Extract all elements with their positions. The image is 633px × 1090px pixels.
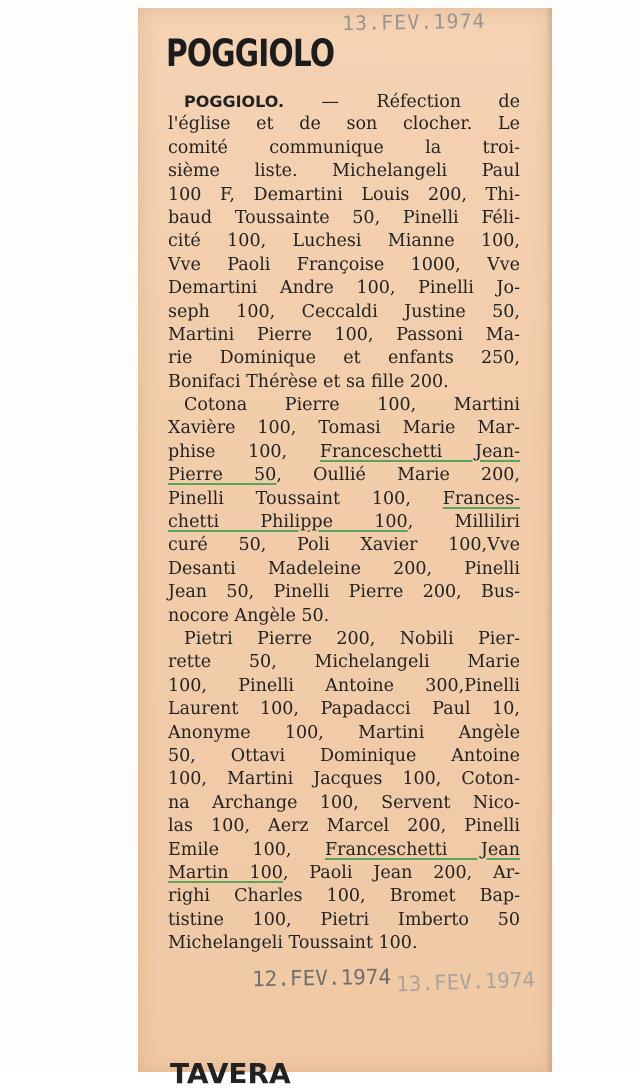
article-line-14: Cotona Pierre 100, Martini xyxy=(184,395,520,416)
underlined-name: Franceschetti Jean- xyxy=(319,441,521,462)
article-line-1: POGGIOLO. — Réfection de xyxy=(184,92,520,112)
article-line-11: Martini Pierre 100, Passoni Ma- xyxy=(168,324,520,345)
underlined-name: Pierre 50 xyxy=(168,465,277,486)
article-line-22: Jean 50, Pinelli Pierre 200, Bus- xyxy=(168,582,520,603)
next-article-headline-fragment xyxy=(170,1056,291,1090)
article-line-27: Laurent 100, Papadacci Paul 10, xyxy=(168,699,520,720)
date-stamp-top: 13.FEV.1974 xyxy=(341,8,486,36)
underlined-name: Frances- xyxy=(442,488,520,509)
article-line-10: seph 100, Ceccaldi Justine 50, xyxy=(168,301,520,322)
article-line-2: l'église et de son clocher. Le xyxy=(168,114,520,135)
article-line-34: Martin 100, Paoli Jean 200, Ar- xyxy=(168,862,520,883)
article-line-24: Pietri Pierre 200, Nobili Pier- xyxy=(184,628,520,649)
article-line-15: Xavière 100, Tomasi Marie Mar- xyxy=(168,418,520,439)
article-line-36: tistine 100, Pietri Imberto 50 xyxy=(168,909,520,930)
article-line-16: phise 100, Franceschetti Jean- xyxy=(168,441,521,462)
article-line-3: comité communique la troi- xyxy=(168,137,520,158)
underlined-name: chetti Philippe 100 xyxy=(168,512,408,533)
article-body xyxy=(168,90,520,955)
article-line-28: Anonyme 100, Martini Angèle xyxy=(168,722,520,743)
next-headline-text: TAVERA xyxy=(170,1057,291,1090)
underlined-name: Martin 100 xyxy=(168,862,283,883)
article-line-25: rette 50, Michelangeli Marie xyxy=(168,652,520,673)
article-line-35: righi Charles 100, Bromet Bap- xyxy=(168,886,520,907)
article-line-29: 50, Ottavi Dominique Antoine xyxy=(168,745,520,766)
article-line-32: las 100, Aerz Marcel 200, Pinelli xyxy=(168,816,520,837)
article-line-23: nocore Angèle 50. xyxy=(168,605,330,626)
article-line-4: sième liste. Michelangeli Paul xyxy=(168,161,520,182)
article-line-7: cité 100, Luchesi Mianne 100, xyxy=(168,231,520,252)
article-line-21: Desanti Madeleine 200, Pinelli xyxy=(168,558,520,579)
article-line-13: Bonifaci Thérèse et sa fille 200. xyxy=(168,371,449,392)
article-line-6: baud Toussainte 50, Pinelli Féli- xyxy=(168,207,520,228)
article-line-30: 100, Martini Jacques 100, Coton- xyxy=(168,769,520,790)
date-stamp-bottom: 12.FEV.1974 xyxy=(251,964,392,992)
article-line-31: na Archange 100, Servent Nico- xyxy=(168,792,520,813)
article-line-17: Pierre 50, Oullié Marie 200, xyxy=(168,465,520,486)
article-line-12: rie Dominique et enfants 250, xyxy=(168,348,520,369)
underlined-name: Franceschetti Jean xyxy=(324,839,520,860)
article-headline: POGGIOLO xyxy=(166,32,335,75)
article-line-20: curé 50, Poli Xavier 100,Vve xyxy=(168,535,520,556)
article-line-18: Pinelli Toussaint 100, Frances- xyxy=(168,488,520,509)
article-line-5: 100 F, Demartini Louis 200, Thi- xyxy=(168,184,520,205)
date-stamp-bottom-faded: 13.FEV.1974 xyxy=(395,967,536,997)
article-lead-bold: POGGIOLO. xyxy=(184,92,285,111)
article-line-8: Vve Paoli Françoise 1000, Vve xyxy=(168,254,520,275)
article-line-9: Demartini Andre 100, Pinelli Jo- xyxy=(168,278,520,299)
clipping-edge-shadow xyxy=(546,8,552,1072)
article-line-37: Michelangeli Toussaint 100. xyxy=(168,933,418,954)
article-line-33: Emile 100, Franceschetti Jean xyxy=(168,839,520,860)
article-line-26: 100, Pinelli Antoine 300,Pinelli xyxy=(168,675,520,696)
article-line-19: chetti Philippe 100, Milliliri xyxy=(168,512,521,533)
